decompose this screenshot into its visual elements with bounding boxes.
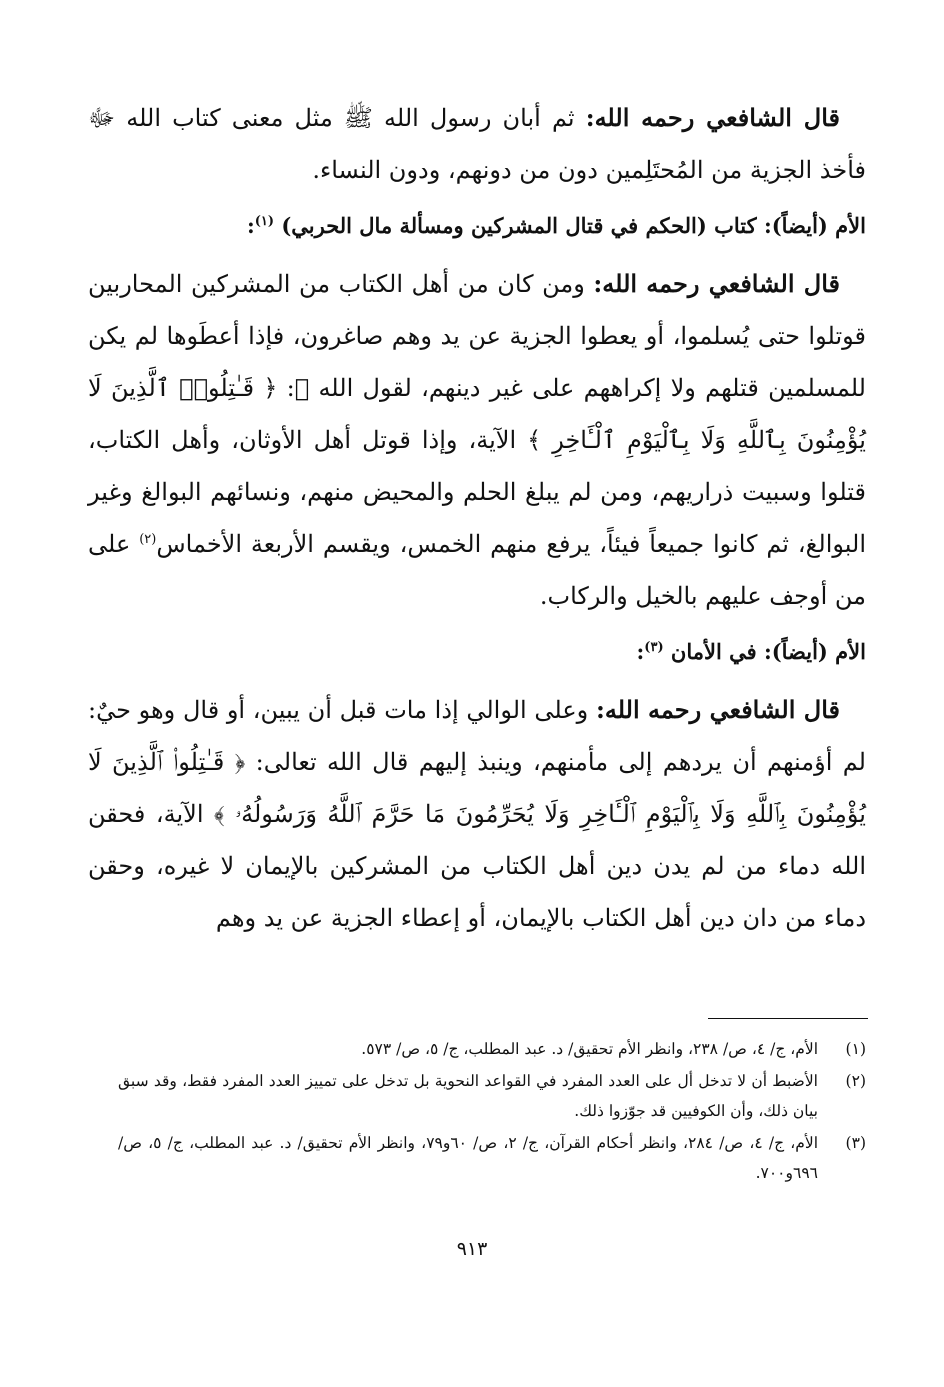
footnote-text: الأم، ج/ ٤، ص/ ٢٨٤، وانظر أحكام القرآن، ج/ ٢، ص/ ٦٠و٧٩، وانظر الأم تحقيق/ د. عبد المطلب، ج/ ٥، ص/ ٦٩٦و٧٠٠. [118, 1134, 818, 1182]
footnote-2 [118, 1066, 866, 1126]
paragraph-3-lead: قال الشافعي رحمه الله: [595, 695, 841, 724]
footnote-text: الأضبط أن لا تدخل أل على العدد المفرد في القواعد النحوية بل تدخل على تمييز العدد المفرد فقط، وقد سبق بيان ذلك، وأن الكوفيين قد جوّزوا ذلك. [118, 1072, 818, 1120]
paragraph-2-text: ومن كان من أهل الكتاب من المشركين المحاربين قوتلوا حتى يُسلموا، أو يعطوا الجزية عن يد وهم صاغرون، فإذا أعطَوها لم يكن للمسلمين قتلهم ولا إكراههم على غير دينهم، لقول الله ﷻ: ﴿ قَـٰتِلُوا۟ ٱلَّذِينَ لَا يُؤْمِنُونَ بِٱللَّهِ وَلَا بِٱلْيَوْمِ ٱلْـَٔاخِرِ ﴾ الآية، وإذا قوتل أهل الأوثان، وأهل الكتاب، قتلوا وسبيت ذراريهم، ومن لم يبلغ الحلم والمحيض منهم، ونسائهم البوالغ وغير البوالغ، ثم كانوا جميعاً فيئاً، يرفع منهم الخمس، ويقسم الأربعة الأخماس [88, 270, 867, 558]
paragraph-3 [88, 684, 866, 944]
paragraph-2-lead: قال الشافعي رحمه الله: [593, 269, 840, 298]
paragraph-1-text: ثم أبان رسول الله ﷺ مثل معنى كتاب الله ﷻ فأخذ الجزية من المُحتَلِمين دون من دونهم، ودون النساء. [88, 104, 866, 184]
footnote-number: (٢) [845, 1072, 866, 1090]
page-number: ٩١٣ [456, 1238, 488, 1260]
heading-2 [88, 626, 866, 678]
heading-1-colon: : [246, 213, 255, 238]
footnote-ref-1[interactable]: (١) [254, 214, 275, 229]
footnote-separator [708, 1018, 868, 1019]
footnote-number: (٣) [845, 1134, 866, 1152]
footnote-3 [118, 1128, 866, 1188]
footnote-text: الأم، ج/ ٤، ص/ ٢٣٨، وانظر الأم تحقيق/ د. عبد المطلب، ج/ ٥، ص/ ٥٧٣. [361, 1040, 818, 1058]
heading-2-colon: : [636, 639, 645, 664]
heading-2-text: الأم (أيضاً): في الأمان [670, 639, 866, 664]
footnote-number: (١) [845, 1040, 866, 1058]
paragraph-2 [88, 258, 866, 622]
heading-1-text: الأم (أيضاً): كتاب (الحكم في قتال المشركين ومسألة مال الحربي) [281, 213, 866, 238]
paragraph-1 [88, 92, 866, 196]
footnote-1 [118, 1034, 866, 1064]
paragraph-1-lead: قال الشافعي رحمه الله: [585, 103, 840, 132]
footnote-ref-3[interactable]: (٣) [644, 640, 664, 655]
paragraph-3-text: وعلى الوالي إذا مات قبل أن يبين، أو قال وهو حيٌ: لم أؤمنهم أن يردهم إلى مأمنهم، وينبذ إليهم قال الله تعالى: ﴿ قَـٰتِلُوا۟ ٱلَّذِينَ لَا يُؤْمِنُونَ بِٱللَّهِ وَلَا بِٱلْيَوْمِ ٱلْـَٔاخِرِ وَلَا يُحَرِّمُونَ مَا حَرَّمَ ٱللَّهُ وَرَسُولُهُۥ ﴾ الآية، فحقن الله دماء من لم يدن دين أهل الكتاب من المشركين بالإيمان لا غيره، وحقن دماء من دان دين أهل الكتاب بالإيمان، أو إعطاء الجزية عن يد وهم [88, 696, 866, 932]
page-body [88, 92, 866, 944]
footnote-ref-2[interactable]: (٢) [139, 532, 157, 547]
paragraph-2-text-end: على من أوجف عليهم بالخيل والركاب. [88, 530, 866, 610]
footnotes [118, 1034, 866, 1190]
heading-1 [88, 200, 866, 252]
